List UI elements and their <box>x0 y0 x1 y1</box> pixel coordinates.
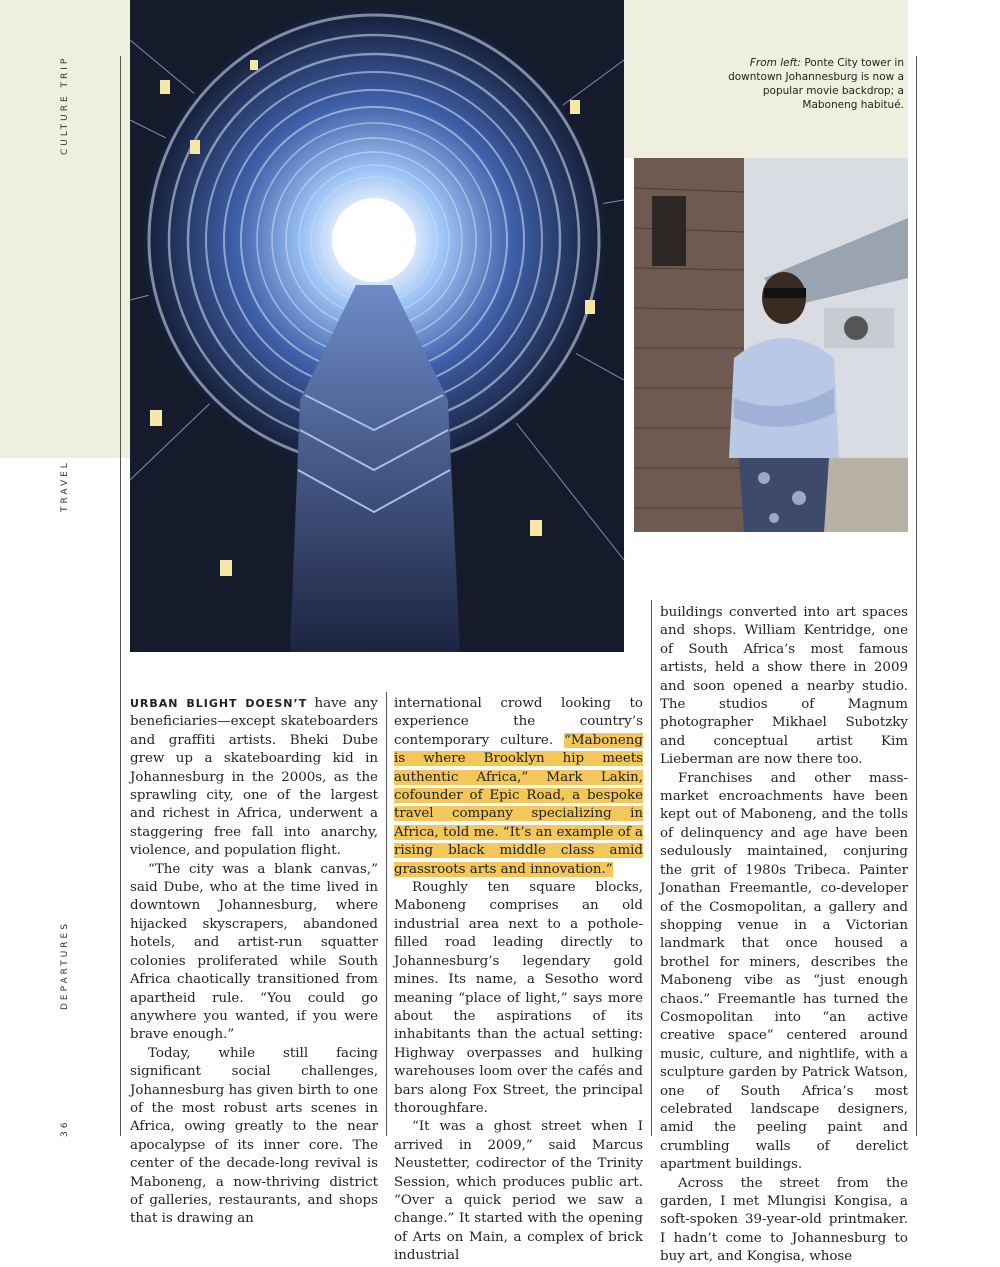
col1-paragraph-2: “The city was a blank canvas,” said Dube, who at the time lived in downtown Johannesburg, where hijacked skyscrapers, abandoned hotels, and artist-run squatter colonies proliferated while South Africa chaotically transitioned from apartheid rule. “You could go anywhere you wanted, if you were brave enough.” <box>130 861 378 1043</box>
col2-paragraph-1-text: international crowd looking to experience the country’s contemporary culture. <box>394 696 643 748</box>
highlighted-quote: “Maboneng is where Brooklyn hip meets authentic Africa,” Mark Lakin, cofounder of Epic Road, a bespoke travel company specializing in Africa, told me. “It’s an example of a rising black middle class amid grassroots arts and innovation.” <box>394 732 643 877</box>
lead-in: URBAN BLIGHT DOESN’T <box>130 697 308 710</box>
article-column-3 <box>660 604 908 1267</box>
col1-paragraph-3: Today, while still facing significant social challenges, Johannesburg has given birth to one of the most robust arts scenes in Africa, owing greatly to the near apocalypse of its inner core. The center of the decade-long revival is Maboneng, a now-thriving district of galleries, restaurants, and shops that is drawing an <box>130 1045 378 1227</box>
photo-ponte-city-tower <box>130 0 624 652</box>
col3-paragraph-2: Franchises and other mass-market encroachments have been kept out of Maboneng, and the tolls of delinquency and age have been sedulously maintained, conjuring the grit of 1980s Tribeca. Painter Jonathan Freemantle, co-developer of the Cosmopolitan, a gallery and shopping venue in a Victorian landmark that once housed a brothel for miners, describes the Maboneng vibe as “just enough chaos.” Freemantle has turned the Cosmopolitan into “an active creative space” centered around music, culture, and nightlife, with a sculpture garden by Patrick Watson, one of South Africa’s most celebrated landscape designers, amid the peeling paint and crumbling walls of derelict apartment buildings. <box>660 770 908 1173</box>
section-label-culture-trip: CULTURE TRIP <box>60 55 70 155</box>
col2-paragraph-3: “It was a ghost street when I arrived in 2009,” said Marcus Neustetter, codirector of the Trinity Session, which produces public art. “Over a quick period we saw a change.” It started with the opening of Arts on Main, a complex of brick industrial <box>394 1119 643 1264</box>
caption-text: Ponte City tower in downtown Johannesburg is now a popular movie backdrop; a Maboneng habitué. <box>728 57 904 111</box>
page-number: 36 <box>60 1119 70 1137</box>
photo-caption <box>716 56 904 112</box>
col3-paragraph-1: buildings converted into art spaces and shops. William Kentridge, one of South Africa’s most famous artists, held a show there in 2009 and soon opened a nearby studio. The studios of Magnum photographer Mikhael Subotzky and conceptual artist Kim Lieberman are now there too. <box>660 605 908 768</box>
article-column-1 <box>130 695 378 1229</box>
section-label-travel: TRAVEL <box>60 460 70 512</box>
caption-lead: From left: <box>749 57 801 69</box>
portrait-illustration <box>634 158 908 532</box>
article-column-2 <box>394 695 643 1266</box>
photo-maboneng-portrait <box>634 158 908 532</box>
tower-illustration <box>130 0 624 652</box>
column-rule-2 <box>651 600 652 1136</box>
section-label-departures: DEPARTURES <box>60 921 70 1010</box>
col2-paragraph-1 <box>394 695 643 879</box>
right-margin-rule <box>916 56 917 1136</box>
column-rule-1 <box>386 692 387 1136</box>
col1-paragraph-1 <box>130 695 378 861</box>
col2-paragraph-2: Roughly ten square blocks, Maboneng comprises an old industrial area next to a pothole-filled road leading directly to Johannesburg’s legendary gold mines. Its name, a Sesotho word meaning “place of light,” says more about the aspirations of its inhabitants than the actual setting: Highway overpasses and hulking warehouses loom over the cafés and bars along Fox Street, the principal thoroughfare. <box>394 880 643 1116</box>
col1-paragraph-1-text: have any beneficiaries—except skateboarders and graffiti artists. Bheki Dube grew up a skateboarding kid in Johannesburg in the 2000s, as the sprawling city, one of the largest and richest in Africa, underwent a staggering free fall into anarchy, violence, and population flight. <box>130 696 378 859</box>
col3-paragraph-3: Across the street from the garden, I met Mlungisi Kongisa, a soft-spoken 39-year-old printmaker. I hadn’t come to Johannesburg to buy art, and Kongisa, whose <box>660 1175 908 1265</box>
left-margin-rule <box>120 56 121 1136</box>
